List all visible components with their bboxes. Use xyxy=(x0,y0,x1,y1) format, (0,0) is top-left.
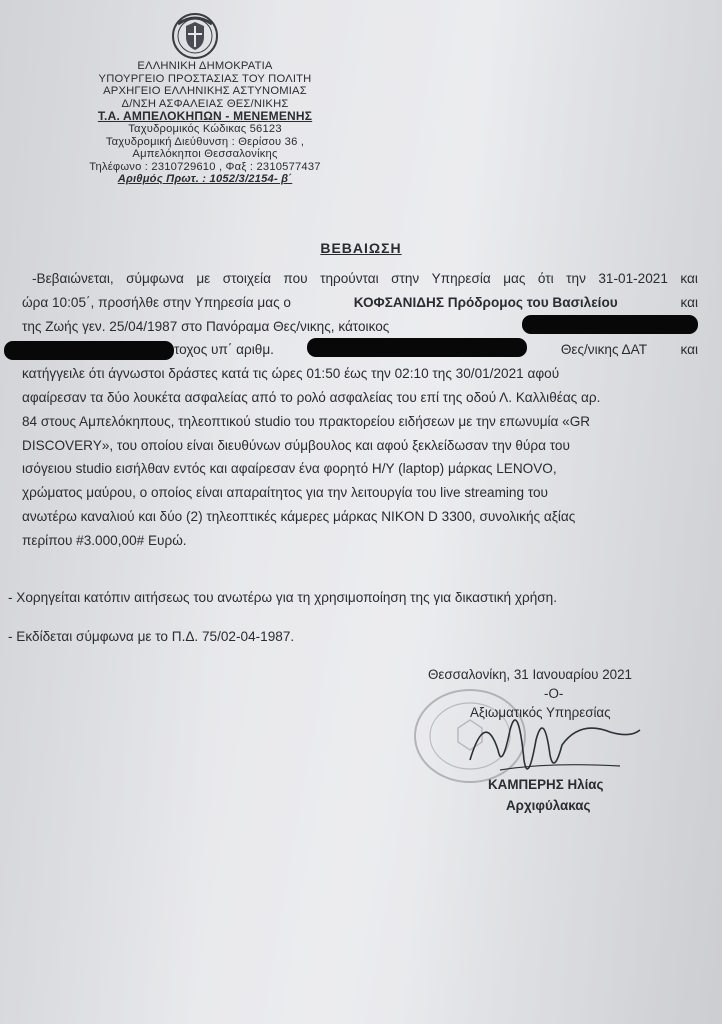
body-text-segment: τοχος υπ΄ αριθμ. xyxy=(174,342,274,358)
word: 31-01-2021 xyxy=(598,271,668,286)
body-line xyxy=(22,434,698,458)
body-text-segment: ισόγειου studio εισήλθαν εντός και αφαίρεσαν ένα φορητό Η/Υ (laptop) μάρκας LENOVO, xyxy=(22,461,557,477)
legal-basis: - Εκδίδεται σύμφωνα με το Π.Δ. 75/02-04-1987. xyxy=(8,629,295,644)
word: και xyxy=(680,271,698,286)
body-line xyxy=(22,362,698,386)
body-text-segment: χρώματος μαύρου, ο οποίος είναι απαραίτητος για την λειτουργία του live streaming του xyxy=(22,485,548,501)
place-and-date: Θεσσαλονίκη, 31 Ιανουαρίου 2021 xyxy=(428,667,633,682)
body-line xyxy=(22,315,698,339)
body-text-segment: της Ζωής γεν. 25/04/1987 στο Πανόραμα Θες/νικης, κάτοικος xyxy=(22,318,390,334)
body-text-segment: περίπου #3.000,00# Ευρώ. xyxy=(22,532,187,548)
body-line xyxy=(22,291,698,315)
department-name: Τ.Α. ΑΜΠΕΛΟΚΗΠΩΝ - ΜΕΝΕΜΕΝΗΣ xyxy=(97,109,313,124)
header-line: ΥΠΟΥΡΓΕΙΟ ΠΡΟΣΤΑΣΙΑΣ ΤΟΥ ΠΟΛΙΤΗ xyxy=(98,72,312,85)
header-line: ΑΡΧΗΓΕΙΟ ΕΛΛΗΝΙΚΗΣ ΑΣΤΥΝΟΜΙΑΣ xyxy=(103,85,307,98)
word: μας xyxy=(503,271,526,286)
body-line-group xyxy=(22,338,274,362)
signatory-article: -Ο- xyxy=(544,686,564,701)
word: την xyxy=(566,271,586,286)
word: στην xyxy=(391,271,420,286)
body-text-segment: και xyxy=(680,294,698,310)
body-text-segment: ώρα 10:05΄, προσήλθε στην Υπηρεσία μας ο xyxy=(22,294,291,310)
word: τηρούνται xyxy=(320,271,379,286)
body-line xyxy=(22,529,698,553)
police-emblem-icon xyxy=(170,10,220,62)
body-line xyxy=(22,267,698,291)
body-line xyxy=(22,481,698,505)
body-text-segment: αφαίρεσαν τα δύο λουκέτα ασφαλείας από το ρολό ασφαλείας του επί της οδού Λ. Καλλιθέας αρ. xyxy=(22,389,601,405)
body-line xyxy=(22,386,698,410)
redaction-bar xyxy=(307,338,527,357)
body-line xyxy=(22,410,698,434)
header-line: Δ/ΝΣΗ ΑΣΦΑΛΕΙΑΣ ΘΕΣ/ΝΙΚΗΣ xyxy=(121,97,289,110)
address-line: Αμπελόκηποι Θεσσαλονίκης xyxy=(132,148,278,161)
word: που xyxy=(283,271,308,286)
phone-fax: Τηλέφωνο : 2310729610 , Φαξ : 2310577437 xyxy=(89,160,321,173)
signatory-role: Αξιωματικός Υπηρεσίας xyxy=(470,705,611,720)
body-text-segment: DISCOVERY», του οποίου είναι διευθύνων σύμβουλος και αφού ξεκλείδωσαν την θύρα του xyxy=(22,437,570,453)
protocol-number: Αριθμός Πρωτ. : 1052/3/2154- β΄ xyxy=(117,173,293,186)
header-line: ΕΛΛΗΝΙΚΗ ΔΗΜΟΚΡΑΤΙΑ xyxy=(137,60,273,72)
signatory-name: ΚΑΜΠΕΡΗΣ Ηλίας xyxy=(488,777,604,792)
word: σύμφωνα xyxy=(126,271,184,286)
word: στοιχεία xyxy=(222,271,271,286)
body-text-segment: Θες/νικης ΔΑΤ xyxy=(560,342,647,358)
body-text-segment: και xyxy=(680,342,698,358)
body-text-segment: ανωτέρω καναλιού και δύο (2) τηλεοπτικές κάμερες μάρκας NIKON D 3300, συνολικής αξίας xyxy=(22,508,576,524)
word: ότι xyxy=(537,271,554,286)
issuance-purpose: - Χορηγείται κατόπιν αιτήσεως του ανωτέρω για τη χρησιμοποίηση της για δικαστική χρήση. xyxy=(8,590,558,605)
body-line xyxy=(22,457,698,481)
redaction-bar xyxy=(4,341,174,360)
redaction-bar xyxy=(522,315,698,334)
body-line xyxy=(22,338,698,362)
document-title: ΒΕΒΑΙΩΣΗ xyxy=(320,240,402,256)
body-text-segment: κατήγγειλε ότι άγνωστοι δράστες κατά τις ώρες 01:50 έως την 02:10 της 30/01/2021 αφού xyxy=(22,366,560,382)
word: με xyxy=(196,271,211,286)
postal-code: Ταχυδρομικός Κώδικας 56123 xyxy=(128,122,282,135)
complainant-name: ΚΟΦΣΑΝΙΔΗΣ Πρόδρομος του Βασιλείου xyxy=(353,294,618,310)
word: Υπηρεσία xyxy=(431,271,491,286)
body-line xyxy=(22,505,698,529)
signatory-rank: Αρχιφύλακας xyxy=(506,798,591,813)
word: -Βεβαιώνεται, xyxy=(32,271,114,286)
certificate-body xyxy=(22,267,698,553)
issuer-header xyxy=(60,60,350,186)
address-line: Ταχυδρομική Διεύθυνση : Θερίσου 36 , xyxy=(105,135,305,148)
body-text-segment: 84 στους Αμπελόκηπους, τηλεοπτικού studio του πρακτορείου ειδήσεων με την επωνυμία «GR xyxy=(22,413,591,429)
